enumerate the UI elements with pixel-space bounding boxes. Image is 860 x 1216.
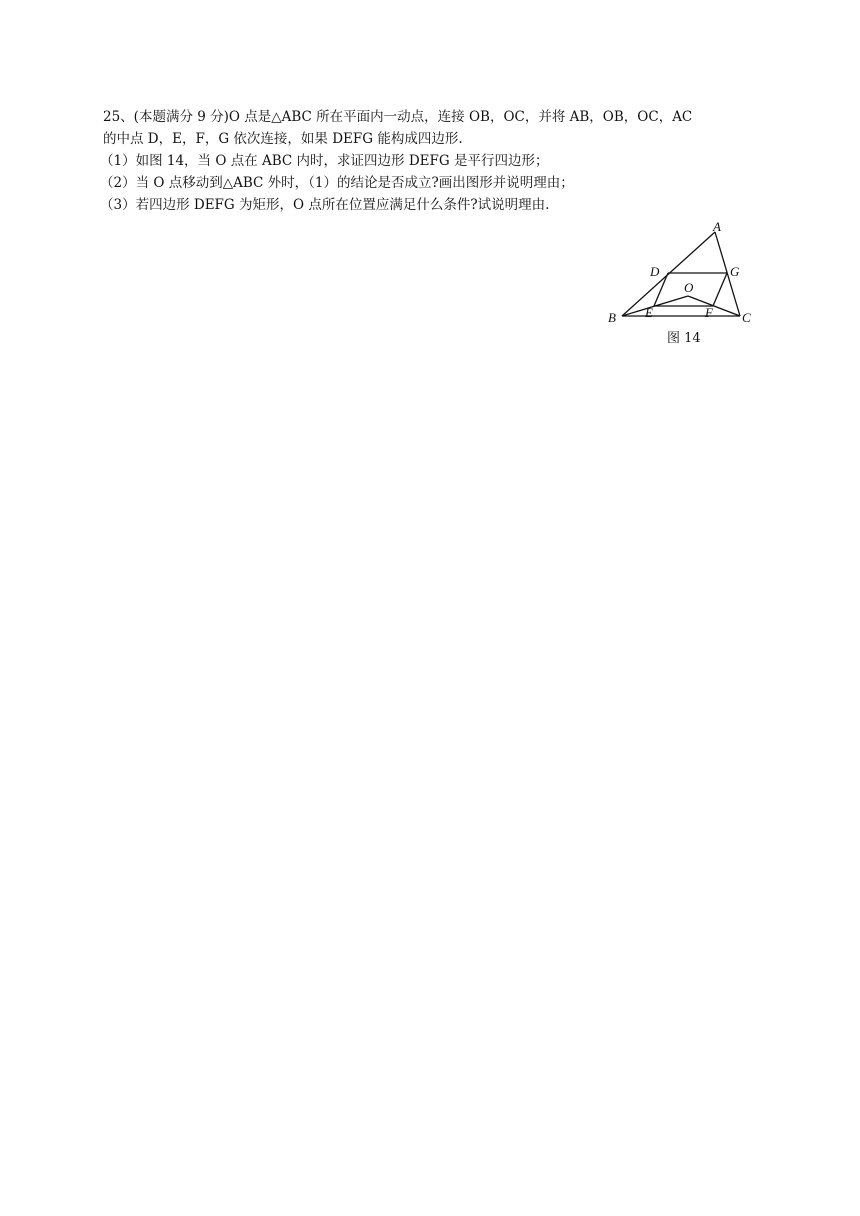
label-d: D (650, 264, 660, 279)
label-b: B (608, 310, 616, 325)
figure-caption: 图 14 (667, 331, 701, 346)
problem-25 (100, 106, 763, 216)
problem-part-1: （1）如图 14，当 O 点在 ABC 内时，求证四边形 DEFG 是平行四边形； (100, 153, 549, 169)
label-a: A (713, 219, 721, 234)
segment-ab (622, 232, 715, 316)
problem-part-2: （2）当 O 点移动到△ABC 外时，（1）的结论是否成立?画出图形并说明理由； (100, 175, 574, 191)
label-f: F (705, 305, 713, 320)
problem-part-3: （3）若四边形 DEFG 为矩形，O 点所在位置应满足什么条件?试说明理由. (100, 197, 550, 213)
problem-statement-line-1: 25、(本题满分 9 分)O 点是△ABC 所在平面内一动点，连接 OB，OC，并将 AB，OB，OC，AC (103, 109, 693, 125)
label-c: C (742, 310, 751, 325)
segment-fg (713, 273, 727, 306)
figure-14 (600, 214, 770, 354)
problem-statement-line-2: 的中点 D，E，F，G 依次连接，如果 DEFG 能构成四边形. (103, 131, 463, 147)
label-o: O (684, 280, 694, 295)
label-g: G (730, 264, 740, 279)
geometry-diagram (600, 214, 770, 354)
label-e: E (645, 305, 653, 320)
